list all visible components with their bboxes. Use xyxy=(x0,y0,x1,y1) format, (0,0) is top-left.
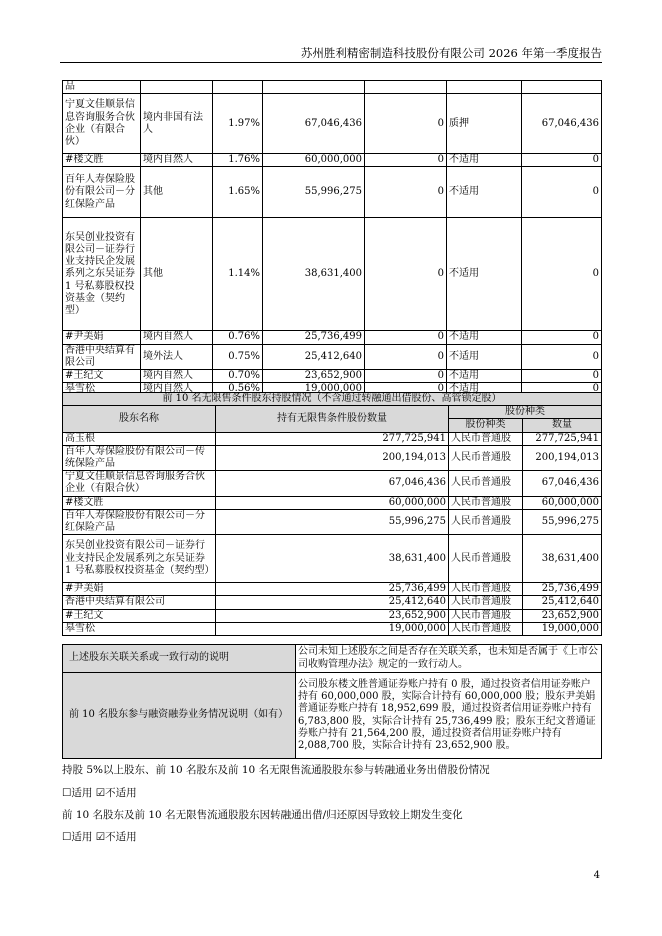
holder-shares-cell xyxy=(263,81,365,94)
unrestricted-type-cell: 人民币普通股 xyxy=(449,509,523,534)
unrestricted-row xyxy=(63,622,602,635)
unrestricted-type-cell: 人民币普通股 xyxy=(449,583,523,596)
unrestricted-type-cell: 人民币普通股 xyxy=(449,445,523,470)
holder-restricted-cell: 0 xyxy=(365,331,447,344)
unrestricted-qty-cell: 55,996,275 xyxy=(216,509,449,534)
holder-shares-cell: 23,652,900 xyxy=(263,370,365,383)
holder-status-cell: 不适用 xyxy=(447,344,522,369)
unrestricted-type-cell: 人民币普通股 xyxy=(449,609,523,622)
holder-status-cell: 不适用 xyxy=(447,331,522,344)
holder-qty-cell: 0 xyxy=(522,383,602,396)
margin-trading-text: 公司股东楼文胜普通证券账户持有 0 股，通过投资者信用证券账户持有 60,000,000 股，实际合计持有 60,000,000 股；股东尹美娟普通证券账户持有 18,952,699 股，通过投资者信用证券账户持有 6,783,800 股，实际合计持有 25,736,499 股；股东王纪文普通证券账户持有 21,564,200 股，通过投资者信用证券账户持有 2,088,700 股，实际合计持有 23,652,900 股。 xyxy=(296,673,602,759)
unrestricted-type-cell: 人民币普通股 xyxy=(449,535,523,583)
holder-row xyxy=(63,154,602,167)
holder-shares-cell: 60,000,000 xyxy=(263,154,365,167)
lending-disclosure-heading: 持股 5%以上股东、前 10 名股东及前 10 名无限售流通股股东参与转融通业务出借股份情况 xyxy=(62,764,490,776)
unrestricted-qty-cell: 200,194,013 xyxy=(216,445,449,470)
holder-shares-cell: 19,000,000 xyxy=(263,383,365,396)
unrestricted-row xyxy=(63,583,602,596)
unrestricted-row xyxy=(63,596,602,609)
notes-table xyxy=(62,644,602,759)
holder-name-cell: 品 xyxy=(63,81,141,94)
unrestricted-type-cell: 人民币普通股 xyxy=(449,596,523,609)
holder-qty-cell: 0 xyxy=(522,344,602,369)
unrestricted-count-cell: 23,652,900 xyxy=(523,609,602,622)
holder-shares-cell: 25,736,499 xyxy=(263,331,365,344)
unrestricted-count-cell: 200,194,013 xyxy=(523,445,602,470)
unrestricted-name-cell: 百年人寿保险股份有限公司－分红保险产品 xyxy=(63,509,216,534)
holder-restricted-cell: 0 xyxy=(365,218,447,331)
holder-row xyxy=(63,94,602,154)
unrestricted-type-cell: 人民币普通股 xyxy=(449,496,523,509)
holder-restricted-cell: 0 xyxy=(365,167,447,218)
unrestricted-count-cell: 25,736,499 xyxy=(523,583,602,596)
unrestricted-holders-table xyxy=(62,392,602,636)
unrestricted-section-title: 前 10 名无限售条件股东持股情况（不含通过转融通出借股份、高管锁定股） xyxy=(63,393,602,406)
holder-status-cell: 质押 xyxy=(447,94,522,154)
holder-status-cell: 不适用 xyxy=(447,167,522,218)
unrestricted-count-cell: 38,631,400 xyxy=(523,535,602,583)
holder-restricted-cell xyxy=(365,81,447,94)
holder-nature-cell: 境内自然人 xyxy=(141,383,213,396)
unrestricted-count-cell: 60,000,000 xyxy=(523,496,602,509)
holder-nature-cell: 其他 xyxy=(141,167,213,218)
unrestricted-name-cell: 皋雪松 xyxy=(63,622,216,635)
holder-row xyxy=(63,167,602,218)
unrestricted-name-cell: 东吴创业投资有限公司－证券行业支持民企发展系列之东吴证券 1 号私募股权投资基金（契约型） xyxy=(63,535,216,583)
unrestricted-count-cell: 25,412,640 xyxy=(523,596,602,609)
page-number: 4 xyxy=(593,870,600,881)
holder-nature-cell: 境内非国有法人 xyxy=(141,94,213,154)
holder-status-cell: 不适用 xyxy=(447,383,522,396)
holder-name-cell: 香港中央结算有限公司 xyxy=(63,344,141,369)
holder-name-cell: #楼文胜 xyxy=(63,154,141,167)
margin-trading-label: 前 10 名股东参与融资融券业务情况说明（如有） xyxy=(63,673,296,759)
unrestricted-qty-cell: 25,412,640 xyxy=(216,596,449,609)
unrestricted-row xyxy=(63,509,602,534)
holder-qty-cell: 0 xyxy=(522,154,602,167)
holder-name-cell: 百年人寿保险股份有限公司－分红保险产品 xyxy=(63,167,141,218)
holder-nature-cell: 境内自然人 xyxy=(141,154,213,167)
holder-shares-cell: 25,412,640 xyxy=(263,344,365,369)
related-parties-text: 公司未知上述股东之间是否存在关联关系，也未知是否属于《上市公司收购管理办法》规定的一致行动人。 xyxy=(296,645,602,673)
header-rule xyxy=(60,62,602,63)
unrestricted-type-cell: 人民币普通股 xyxy=(449,432,523,445)
col-header-share-type: 股份种类 xyxy=(449,419,523,432)
holder-restricted-cell: 0 xyxy=(365,344,447,369)
holder-restricted-cell: 0 xyxy=(365,94,447,154)
holder-nature-cell: 境外法人 xyxy=(141,344,213,369)
top10-holders-table xyxy=(62,80,602,396)
unrestricted-row xyxy=(63,432,602,445)
holder-name-cell: 皋雪松 xyxy=(63,383,141,396)
unrestricted-row xyxy=(63,535,602,583)
holder-restricted-cell: 0 xyxy=(365,383,447,396)
unrestricted-count-cell: 19,000,000 xyxy=(523,622,602,635)
holder-pct-cell: 0.56% xyxy=(213,383,263,396)
report-header-title: 苏州胜利精密制造科技股份有限公司 2026 年第一季度报告 xyxy=(300,46,602,60)
holder-qty-cell: 0 xyxy=(522,331,602,344)
col-header-holder-name: 股东名称 xyxy=(63,406,216,432)
unrestricted-qty-cell: 25,736,499 xyxy=(216,583,449,596)
unrestricted-count-cell: 55,996,275 xyxy=(523,509,602,534)
unrestricted-name-cell: 高玉根 xyxy=(63,432,216,445)
unrestricted-name-cell: #楼文胜 xyxy=(63,496,216,509)
holder-row xyxy=(63,81,602,94)
holder-qty-cell: 67,046,436 xyxy=(522,94,602,154)
unrestricted-qty-cell: 67,046,436 xyxy=(216,471,449,496)
lending-change-heading: 前 10 名股东及前 10 名无限售流通股股东因转融通出借/归还原因导致较上期发生变化 xyxy=(62,809,463,821)
holder-pct-cell: 0.75% xyxy=(213,344,263,369)
lending-disclosure-options: ☐适用 ☑不适用 xyxy=(62,787,137,799)
holder-name-cell: 东吴创业投资有限公司－证券行业支持民企发展系列之东吴证券 1 号私募股权投资基金（契约型） xyxy=(63,218,141,331)
unrestricted-row xyxy=(63,496,602,509)
col-header-share-type-group: 股份种类 xyxy=(449,406,602,419)
holder-pct-cell: 0.70% xyxy=(213,370,263,383)
holder-nature-cell: 境内自然人 xyxy=(141,370,213,383)
holder-shares-cell: 55,996,275 xyxy=(263,167,365,218)
holder-restricted-cell: 0 xyxy=(365,370,447,383)
holder-restricted-cell: 0 xyxy=(365,154,447,167)
holder-status-cell xyxy=(447,81,522,94)
holder-qty-cell xyxy=(522,81,602,94)
unrestricted-count-cell: 277,725,941 xyxy=(523,432,602,445)
unrestricted-count-cell: 67,046,436 xyxy=(523,471,602,496)
holder-row xyxy=(63,344,602,369)
holder-qty-cell: 0 xyxy=(522,218,602,331)
holder-row xyxy=(63,331,602,344)
holder-row xyxy=(63,370,602,383)
unrestricted-qty-cell: 23,652,900 xyxy=(216,609,449,622)
holder-name-cell: #尹美娟 xyxy=(63,331,141,344)
unrestricted-row xyxy=(63,445,602,470)
unrestricted-qty-cell: 60,000,000 xyxy=(216,496,449,509)
col-header-unrestricted-qty: 持有无限售条件股份数量 xyxy=(216,406,449,432)
unrestricted-row xyxy=(63,609,602,622)
holder-nature-cell: 境内自然人 xyxy=(141,331,213,344)
related-parties-label: 上述股东关联关系或一致行动的说明 xyxy=(63,645,296,673)
holder-pct-cell: 1.76% xyxy=(213,154,263,167)
holder-status-cell: 不适用 xyxy=(447,154,522,167)
holder-name-cell: #王纪文 xyxy=(63,370,141,383)
unrestricted-qty-cell: 19,000,000 xyxy=(216,622,449,635)
unrestricted-name-cell: 香港中央结算有限公司 xyxy=(63,596,216,609)
holder-shares-cell: 38,631,400 xyxy=(263,218,365,331)
unrestricted-name-cell: #王纪文 xyxy=(63,609,216,622)
holder-qty-cell: 0 xyxy=(522,370,602,383)
unrestricted-name-cell: 宁夏文佳顺景信息咨询服务合伙企业（有限合伙） xyxy=(63,471,216,496)
holder-pct-cell: 1.65% xyxy=(213,167,263,218)
unrestricted-row xyxy=(63,471,602,496)
holder-pct-cell: 0.76% xyxy=(213,331,263,344)
holder-shares-cell: 67,046,436 xyxy=(263,94,365,154)
unrestricted-type-cell: 人民币普通股 xyxy=(449,471,523,496)
holder-qty-cell: 0 xyxy=(522,167,602,218)
holder-name-cell: 宁夏文佳顺景信息咨询服务合伙企业（有限合伙） xyxy=(63,94,141,154)
lending-change-options: ☐适用 ☑不适用 xyxy=(62,831,137,843)
holder-row xyxy=(63,218,602,331)
holder-pct-cell: 1.14% xyxy=(213,218,263,331)
unrestricted-type-cell: 人民币普通股 xyxy=(449,622,523,635)
holder-nature-cell xyxy=(141,81,213,94)
unrestricted-name-cell: #尹美娟 xyxy=(63,583,216,596)
unrestricted-qty-cell: 277,725,941 xyxy=(216,432,449,445)
holder-pct-cell xyxy=(213,81,263,94)
holder-status-cell: 不适用 xyxy=(447,370,522,383)
holder-pct-cell: 1.97% xyxy=(213,94,263,154)
col-header-share-count: 数量 xyxy=(523,419,602,432)
holder-status-cell: 不适用 xyxy=(447,218,522,331)
unrestricted-name-cell: 百年人寿保险股份有限公司－传统保险产品 xyxy=(63,445,216,470)
holder-nature-cell: 其他 xyxy=(141,218,213,331)
unrestricted-qty-cell: 38,631,400 xyxy=(216,535,449,583)
